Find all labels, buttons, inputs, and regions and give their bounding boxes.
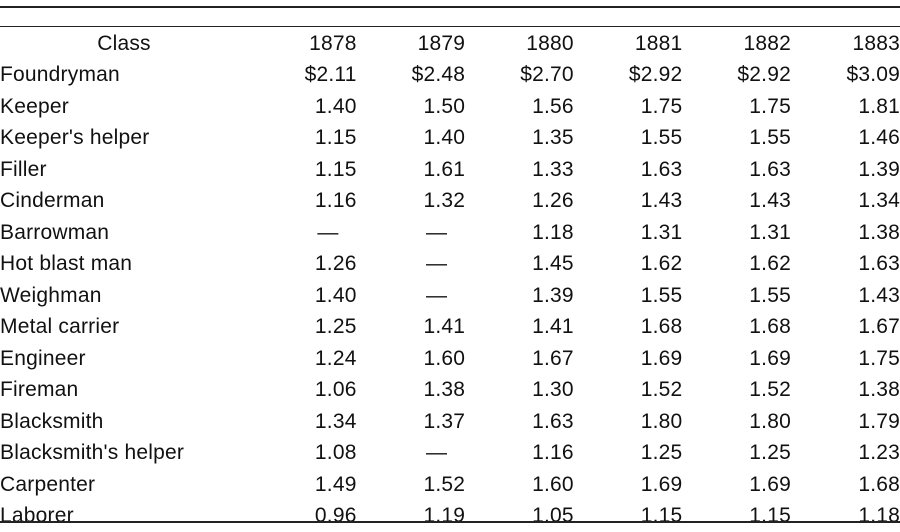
wage-cell-1882: 1.15 (749, 504, 791, 527)
row-class-label: Keeper (0, 94, 69, 118)
wage-cell-1881: 1.68 (640, 315, 683, 338)
wage-cell-1880: 1.26 (532, 189, 574, 212)
wage-cell-1882: 1.55 (749, 283, 791, 307)
row-class-label: Metal carrier (0, 315, 120, 338)
table-row (0, 343, 900, 375)
column-header-class: Class (97, 32, 151, 55)
wage-cell-1880: 1.56 (532, 94, 574, 118)
wage-cell-1878: $2.11 (304, 63, 357, 86)
wage-cell-1882: 1.69 (749, 472, 791, 496)
wage-cell-1879: 1.41 (423, 315, 466, 338)
wage-table (0, 29, 900, 532)
wage-cell-1881: 1.75 (640, 94, 683, 118)
wage-cell-1879: 1.60 (423, 346, 466, 370)
wage-cell-1878: 1.15 (314, 126, 357, 149)
table-row (0, 59, 900, 91)
wage-cell-1883: 1.46 (858, 126, 900, 149)
wage-cell-1878: 1.25 (314, 315, 357, 338)
wage-cell-1883: 1.23 (858, 441, 900, 464)
row-class-label: Laborer (0, 504, 74, 527)
wage-cell-1883: 1.34 (858, 189, 900, 212)
wage-cell-1883: $3.09 (846, 63, 900, 86)
table-row (0, 469, 900, 501)
wage-cell-1881: 1.31 (640, 220, 683, 244)
table-row (0, 311, 900, 343)
wage-cell-1880: 1.30 (532, 378, 574, 401)
wage-cell-1881: 1.80 (640, 409, 683, 433)
wage-cell-1879: 1.40 (423, 126, 466, 149)
column-header-1879: 1879 (417, 32, 466, 55)
table-row (0, 248, 900, 280)
wage-cell-1881: 1.43 (640, 189, 683, 212)
column-header-1881: 1881 (634, 32, 683, 55)
wage-cell-1880: 1.41 (532, 315, 574, 338)
wage-cell-1881: $2.92 (628, 63, 683, 86)
row-class-label: Keeper's helper (0, 126, 150, 149)
wage-cell-1879: 1.38 (423, 378, 466, 401)
table-row (0, 91, 900, 123)
wage-cell-1882: 1.75 (749, 94, 791, 118)
row-class-label: Barrowman (0, 220, 110, 244)
wage-cell-1880: 1.33 (532, 157, 574, 181)
wage-cell-1879: 1.37 (423, 409, 466, 433)
table-bottom-rule (0, 521, 900, 523)
row-class-label: Hot blast man (0, 252, 133, 275)
wage-cell-1882: 1.68 (749, 315, 791, 338)
table-body (0, 59, 900, 532)
wage-cell-1882: 1.55 (749, 126, 791, 149)
row-class-label: Weighman (0, 283, 102, 307)
wage-cell-1882: 1.63 (749, 157, 791, 181)
table-header (0, 29, 900, 59)
column-header-1878: 1878 (309, 32, 357, 55)
row-class-label: Engineer (0, 346, 86, 370)
table-row (0, 185, 900, 217)
wage-cell-1882: 1.69 (749, 346, 791, 370)
table-row (0, 280, 900, 312)
wage-cell-1878: 0.96 (314, 504, 357, 527)
column-header-1882: 1882 (743, 32, 791, 55)
wage-cell-1883: 1.63 (858, 252, 900, 275)
wage-cell-1879: — (425, 283, 448, 307)
wage-cell-1879: — (425, 220, 448, 244)
wage-cell-1878: 1.34 (314, 409, 357, 433)
wage-cell-1882: 1.43 (749, 189, 791, 212)
wage-cell-1881: 1.62 (640, 252, 683, 275)
wage-cell-1879: 1.32 (423, 189, 466, 212)
wage-cell-1881: 1.69 (640, 346, 683, 370)
wage-cell-1881: 1.55 (640, 126, 683, 149)
wage-cell-1882: 1.62 (749, 252, 791, 275)
row-class-label: Carpenter (0, 472, 96, 496)
table-row (0, 217, 900, 249)
wage-cell-1879: 1.50 (423, 94, 466, 118)
wage-cell-1879: 1.19 (423, 504, 466, 527)
wage-cell-1880: 1.16 (532, 441, 574, 464)
wage-cell-1883: 1.75 (858, 346, 900, 370)
wage-cell-1883: 1.38 (858, 378, 900, 401)
wage-cell-1883: 1.79 (858, 409, 900, 433)
wage-cell-1883: 1.43 (858, 283, 900, 307)
wage-cell-1883: 1.68 (858, 472, 900, 496)
wage-cell-1882: $2.92 (737, 63, 791, 86)
table-row (0, 406, 900, 438)
wage-cell-1878: 1.08 (314, 441, 357, 464)
wage-cell-1878: 1.06 (314, 378, 357, 401)
wage-cell-1881: 1.15 (640, 504, 683, 527)
wage-cell-1880: 1.67 (532, 346, 574, 370)
wage-cell-1881: 1.55 (640, 283, 683, 307)
wage-cell-1883: 1.81 (858, 94, 900, 118)
table-header-rule (0, 26, 900, 27)
wage-cell-1883: 1.38 (858, 220, 900, 244)
row-class-label: Blacksmith's helper (0, 441, 185, 464)
wage-cell-1878: 1.26 (314, 252, 357, 275)
wage-cell-1880: 1.05 (532, 504, 574, 527)
wage-cell-1878: 1.40 (314, 283, 357, 307)
column-header-1883: 1883 (852, 32, 900, 55)
wage-cell-1883: 1.18 (858, 504, 900, 527)
wage-cell-1882: 1.25 (749, 441, 791, 464)
wage-cell-1880: 1.60 (532, 472, 574, 496)
wage-cell-1880: 1.45 (532, 252, 574, 275)
header-row (0, 29, 900, 59)
wage-cell-1879: 1.52 (423, 472, 466, 496)
wage-cell-1878: 1.15 (314, 157, 357, 181)
table-row (0, 154, 900, 186)
wage-cell-1882: 1.80 (749, 409, 791, 433)
wage-cell-1880: 1.63 (532, 409, 574, 433)
wage-cell-1879: — (425, 441, 448, 464)
wage-cell-1878: 1.24 (314, 346, 357, 370)
table-top-rule (0, 6, 900, 8)
table-row (0, 437, 900, 469)
wage-cell-1879: $2.48 (411, 63, 466, 86)
wage-cell-1880: 1.39 (532, 283, 574, 307)
wage-cell-1882: 1.31 (749, 220, 791, 244)
wage-cell-1880: $2.70 (520, 63, 574, 86)
wage-cell-1879: 1.61 (423, 157, 466, 181)
table-row (0, 374, 900, 406)
wage-cell-1881: 1.52 (640, 378, 683, 401)
wage-cell-1878: 1.40 (314, 94, 357, 118)
wage-cell-1881: 1.25 (640, 441, 683, 464)
wage-cell-1881: 1.63 (640, 157, 683, 181)
wage-cell-1878: — (317, 220, 339, 244)
wage-cell-1880: 1.35 (532, 126, 574, 149)
wage-cell-1880: 1.18 (532, 220, 574, 244)
wage-cell-1882: 1.52 (749, 378, 791, 401)
row-class-label: Blacksmith (0, 409, 104, 433)
wage-cell-1879: — (425, 252, 448, 275)
table-row (0, 122, 900, 154)
wage-cell-1883: 1.39 (858, 157, 900, 181)
wage-cell-1878: 1.16 (314, 189, 357, 212)
wage-cell-1881: 1.69 (640, 472, 683, 496)
row-class-label: Fireman (0, 378, 79, 401)
wage-cell-1883: 1.67 (858, 315, 900, 338)
column-header-1880: 1880 (526, 32, 574, 55)
wage-cell-1878: 1.49 (314, 472, 357, 496)
row-class-label: Filler (0, 157, 47, 181)
row-class-label: Foundryman (0, 63, 120, 86)
row-class-label: Cinderman (0, 189, 105, 212)
